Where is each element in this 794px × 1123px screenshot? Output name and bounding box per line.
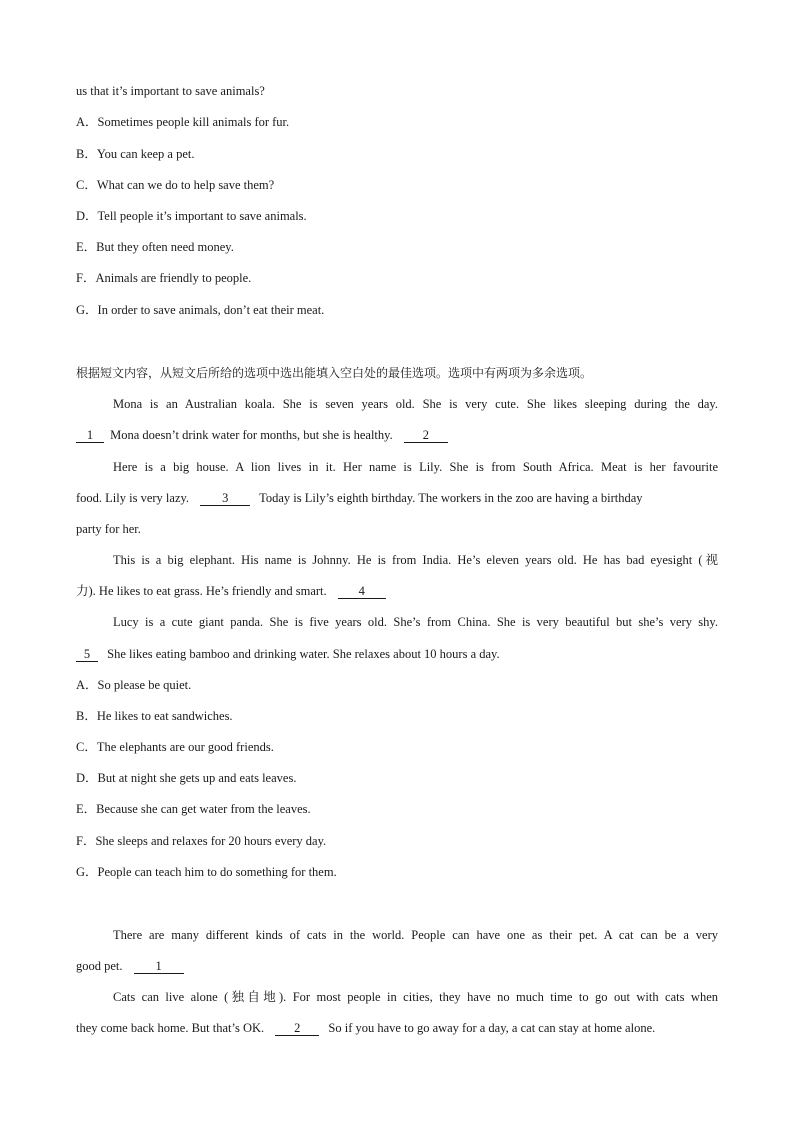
question-tail: us that it’s important to save animals? — [76, 84, 265, 98]
passage-alone-text-b: So if you have to go away for a day, a cat can stay at home alone. — [328, 1021, 656, 1035]
passage-lily-text-b: Today is Lily’s eighth birthday. The workers in the zoo are having a birthday — [259, 491, 643, 505]
passage-lily-line2 — [76, 490, 643, 506]
passage-cats-line2 — [76, 958, 187, 974]
passage-lily-line3: party for her. — [76, 522, 141, 536]
option-b: B．He likes to eat sandwiches. — [76, 709, 233, 723]
blank-5: 5 — [76, 648, 98, 662]
passage-mona-line2 — [76, 427, 451, 443]
option-a: A．So please be quiet. — [76, 678, 192, 692]
passage-lily-text-a: food. Lily is very lazy. — [76, 491, 190, 505]
instruction-text: 根据短文内容，从短文后所给的选项中选出能填入空白处的最佳选项。选项中有两项为多余选项。 — [76, 366, 593, 380]
option-b: B．You can keep a pet. — [76, 147, 195, 161]
passage-alone-line1: Cats can live alone (独自地). For most people in cities, they have no much time to go out with cats when — [113, 990, 718, 1004]
passage-lucy-text: She likes eating bamboo and drinking water. She relaxes about 10 hours a day. — [107, 647, 500, 661]
option-e: E．But they often need money. — [76, 240, 234, 254]
passage-johnny-line2 — [76, 583, 389, 599]
passage-johnny-text: 力). He likes to eat grass. He’s friendly and smart. — [76, 584, 327, 598]
passage-johnny-line1: This is a big elephant. His name is Johnny. He is from India. He’s eleven years old. He has bad eyesight (视 — [113, 553, 718, 567]
option-f: F．Animals are friendly to people. — [76, 271, 252, 285]
blank-3: 3 — [200, 492, 250, 506]
blank-1: 1 — [134, 960, 184, 974]
passage-mona-line1: Mona is an Australian koala. She is seven years old. She is very cute. She likes sleeping during the day. — [113, 397, 718, 411]
option-a: A．Sometimes people kill animals for fur. — [76, 115, 290, 129]
option-d: D．Tell people it’s important to save animals. — [76, 209, 307, 223]
option-c: C．The elephants are our good friends. — [76, 740, 274, 754]
passage-lucy-line1: Lucy is a cute giant panda. She is five years old. She’s from China. She is very beautiful but she’s very shy. — [113, 615, 718, 629]
blank-1: 1 — [76, 429, 104, 443]
option-g: G．People can teach him to do something for them. — [76, 865, 337, 879]
passage-cats-line1: There are many different kinds of cats in the world. People can have one as their pet. A cat can be a very — [113, 928, 718, 942]
passage-mona-text: Mona doesn’t drink water for months, but she is healthy. — [110, 428, 393, 442]
blank-2: 2 — [404, 429, 448, 443]
option-e: E．Because she can get water from the leaves. — [76, 802, 311, 816]
option-g: G．In order to save animals, don’t eat their meat. — [76, 303, 325, 317]
passage-alone-line2 — [76, 1020, 655, 1036]
passage-lily-line1: Here is a big house. A lion lives in it. Her name is Lily. She is from South Africa. Meat is her favourite — [113, 460, 718, 474]
document-page — [76, 0, 718, 1123]
option-f: F．She sleeps and relaxes for 20 hours every day. — [76, 834, 327, 848]
passage-lucy-line2 — [76, 646, 500, 662]
blank-4: 4 — [338, 585, 386, 599]
passage-cats-text: good pet. — [76, 959, 123, 973]
option-d: D．But at night she gets up and eats leaves. — [76, 771, 297, 785]
blank-2: 2 — [275, 1022, 319, 1036]
passage-alone-text-a: they come back home. But that’s OK. — [76, 1021, 265, 1035]
option-c: C．What can we do to help save them? — [76, 178, 275, 192]
